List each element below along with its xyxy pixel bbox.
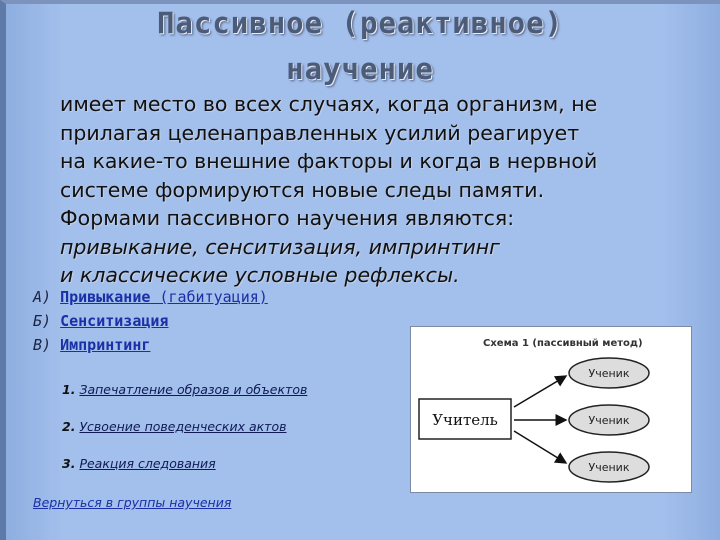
back-to-groups-link[interactable]: Вернуться в группы научения <box>33 495 232 510</box>
intro-line: на какие-то внешние факторы и когда в нервной <box>60 149 598 173</box>
sub-item-number: 2. <box>62 419 76 434</box>
habituation-link-label: Привыкание <box>60 288 151 306</box>
student-label: Ученик <box>588 367 630 380</box>
list-item-imprinting <box>33 336 150 354</box>
diagram-svg <box>411 327 691 492</box>
sub-item-imprinting-objects <box>62 382 307 397</box>
list-item-tag: Б) <box>33 312 52 330</box>
intro-line: Формами пассивного научения являются: <box>60 206 515 230</box>
sub-item-following-reaction <box>62 456 216 471</box>
habituation-link-extra: (габитуация) <box>159 288 268 306</box>
list-item-sensitization <box>33 312 168 330</box>
list-item-habituation <box>33 288 268 306</box>
teacher-label: Учитель <box>432 411 498 429</box>
list-item-tag: А) <box>33 288 52 306</box>
sub-item-link[interactable]: Реакция следования <box>79 456 216 471</box>
imprinting-link[interactable]: Импринтинг <box>60 336 151 354</box>
sub-item-number: 1. <box>62 382 76 397</box>
list-item-tag: В) <box>33 336 52 354</box>
intro-line: системе формируются новые следы памяти. <box>60 177 545 202</box>
intro-italic-line: и классические условные рефлексы. <box>60 263 460 287</box>
slide-title-line1: Пассивное (реактивное) <box>156 6 564 40</box>
sub-item-link[interactable]: Усвоение поведенческих актов <box>79 419 287 434</box>
sub-item-number: 3. <box>62 456 76 471</box>
intro-line: имеет место во всех случаях, когда организм, не <box>60 92 598 116</box>
passive-method-diagram <box>410 326 692 493</box>
arrow-to-student-3 <box>514 431 566 463</box>
sensitization-link[interactable]: Сенситизация <box>60 312 169 330</box>
student-label: Ученик <box>588 461 630 474</box>
intro-paragraph <box>60 90 710 290</box>
sub-item-behavior-acts <box>62 419 286 434</box>
student-label: Ученик <box>588 414 630 427</box>
diagram-caption: Схема 1 (пассивный метод) <box>483 338 643 349</box>
arrow-to-student-1 <box>514 376 566 407</box>
slide-title-line2: научение <box>286 52 434 86</box>
habituation-link[interactable] <box>60 288 268 306</box>
intro-line: прилагая целенаправленных усилий реагирует <box>60 120 580 145</box>
sub-item-link[interactable]: Запечатление образов и объектов <box>79 382 308 397</box>
intro-italic-line: привыкание, сенситизация, импринтинг <box>60 234 500 259</box>
